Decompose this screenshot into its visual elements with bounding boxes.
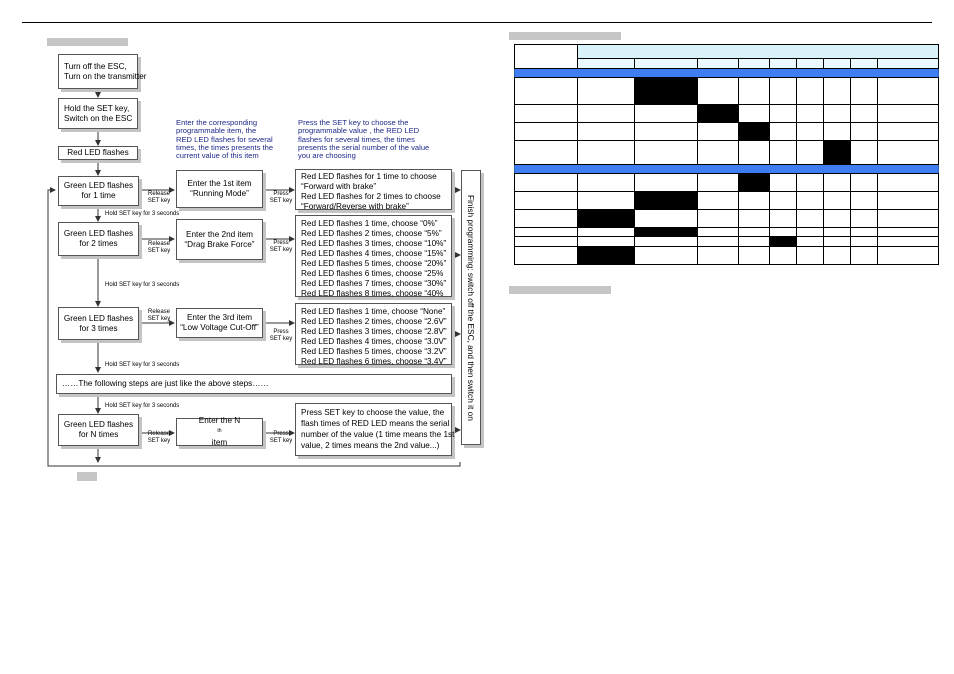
table-cell xyxy=(851,210,878,228)
table-cell xyxy=(851,174,878,192)
table-cell xyxy=(698,78,739,105)
table-cell xyxy=(515,247,578,265)
table-cell xyxy=(770,174,797,192)
table-cell xyxy=(698,174,739,192)
table-cell xyxy=(770,141,797,165)
table-cell xyxy=(578,105,635,123)
table-cell xyxy=(851,78,878,105)
table-cell xyxy=(878,141,939,165)
table-cell xyxy=(635,174,698,192)
table-cell xyxy=(635,123,698,141)
table-cell xyxy=(739,192,770,210)
table-cell xyxy=(698,123,739,141)
table-row xyxy=(515,123,939,141)
note-choose-value: Press the SET key to choose the programmable value , the RED LED flashes for several times, the times presents the serial number of the value you are choosing xyxy=(298,118,430,161)
table-subheader-cell xyxy=(878,59,939,69)
table-row xyxy=(515,247,939,265)
table-cell-selected xyxy=(578,210,635,228)
table-cell xyxy=(824,105,851,123)
table-cell xyxy=(515,192,578,210)
table-cell xyxy=(698,237,739,247)
list-item: Red LED flashes 6 times, choose “25% xyxy=(301,269,444,278)
table-cell xyxy=(578,141,635,165)
table-subheader-cell xyxy=(698,59,739,69)
table-cell xyxy=(739,105,770,123)
step1-item-box: Enter the 1st item “Running Mode” xyxy=(176,170,263,208)
table-row xyxy=(515,228,939,237)
table-corner-cell xyxy=(515,45,578,69)
step3-item-box: Enter the 3rd item “Low Voltage Cut-Off” xyxy=(176,308,263,338)
table-cell xyxy=(635,141,698,165)
start-box: Turn off the ESC, Turn on the transmitter xyxy=(58,54,138,89)
table-cell xyxy=(578,78,635,105)
red-led-flashes-box: Red LED flashes xyxy=(58,146,138,160)
table-cell xyxy=(515,237,578,247)
step1-press-label: Press SET key xyxy=(269,191,293,204)
table-row xyxy=(515,78,939,105)
table-cell xyxy=(515,210,578,228)
table-row xyxy=(515,237,939,247)
table-cell xyxy=(878,105,939,123)
table-cell xyxy=(878,192,939,210)
table-cell xyxy=(851,247,878,265)
table-cell xyxy=(797,228,824,237)
table-cell-selected xyxy=(824,141,851,165)
table-row xyxy=(515,105,939,123)
table-cell xyxy=(578,174,635,192)
table-cell xyxy=(878,210,939,228)
table-row xyxy=(515,210,939,228)
table-cell xyxy=(739,141,770,165)
table-cell xyxy=(770,105,797,123)
table-cell xyxy=(739,78,770,105)
table-cell xyxy=(515,105,578,123)
list-item: Red LED flashes 5 times, choose “3.2V” xyxy=(301,347,447,356)
following-steps-box: ……The following steps are just like the above steps…… xyxy=(56,374,452,394)
finish-programming-text: Finish programming: switch off the ESC, and then switch it on xyxy=(466,195,476,421)
table-row xyxy=(515,141,939,165)
hold-label-3: Hold SET key for 3 seconds xyxy=(105,362,180,368)
table-cell xyxy=(797,192,824,210)
step2-green-led-box: Green LED flashes for 2 times xyxy=(58,222,139,256)
table-cell xyxy=(797,105,824,123)
table-cell xyxy=(797,210,824,228)
table-section-1 xyxy=(515,69,939,165)
list-item: Red LED flashes for 1 time to choose xyxy=(301,172,437,181)
table-cell xyxy=(851,228,878,237)
table-cell xyxy=(824,123,851,141)
table-cell xyxy=(797,237,824,247)
table-subheader-cell xyxy=(797,59,824,69)
list-item: Red LED flashes for 2 times to choose xyxy=(301,192,441,201)
table-cell xyxy=(698,192,739,210)
table-cell xyxy=(770,78,797,105)
list-item: Red LED flashes 2 times, choose “5%” xyxy=(301,229,442,238)
table-cell xyxy=(515,174,578,192)
table-row xyxy=(515,192,939,210)
table-cell xyxy=(878,237,939,247)
step3-release-label: Release SET key xyxy=(147,309,171,322)
hold-set-key-box: Hold the SET key, Switch on the ESC xyxy=(58,98,138,129)
list-item: Red LED flashes 7 times, choose “30%” xyxy=(301,279,447,288)
list-item: Press SET key to choose the value, the xyxy=(301,408,445,417)
table-subheader-cell xyxy=(770,59,797,69)
table-cell-selected xyxy=(635,78,698,105)
table-cell xyxy=(698,228,739,237)
list-item: Red LED flashes 4 times, choose “15%” xyxy=(301,249,447,258)
table-cell xyxy=(635,210,698,228)
table-cell xyxy=(878,247,939,265)
table-cell xyxy=(515,141,578,165)
table-cell xyxy=(739,210,770,228)
step3-press-label: Press SET key xyxy=(269,329,293,342)
table-section-2 xyxy=(515,165,939,265)
table-cell xyxy=(739,237,770,247)
table-cell xyxy=(515,228,578,237)
table-cell xyxy=(770,210,797,228)
list-item: number of the value (1 time means the 1st xyxy=(301,430,455,439)
table-cell-selected xyxy=(635,228,698,237)
list-item: Red LED flashes 1 time, choose “None” xyxy=(301,307,446,316)
table-cell xyxy=(635,247,698,265)
stepN-green-led-box: Green LED flashes for N times xyxy=(58,414,139,446)
table-cell xyxy=(739,228,770,237)
table-cell xyxy=(578,237,635,247)
table-cell xyxy=(851,237,878,247)
list-item: Red LED flashes 3 times, choose “10%” xyxy=(301,239,447,248)
table-cell xyxy=(824,237,851,247)
table-cell xyxy=(878,78,939,105)
table-cell-selected xyxy=(698,105,739,123)
table-cell xyxy=(515,78,578,105)
table-cell xyxy=(635,237,698,247)
table-cell xyxy=(851,123,878,141)
table-cell xyxy=(851,105,878,123)
list-item: flash times of RED LED means the serial xyxy=(301,419,450,428)
table-cell xyxy=(578,123,635,141)
table-cell xyxy=(878,174,939,192)
table-cell xyxy=(698,210,739,228)
table-cell xyxy=(578,192,635,210)
table-cell-selected xyxy=(770,237,797,247)
step2-press-label: Press SET key xyxy=(269,240,293,253)
step2-values-box xyxy=(295,215,452,297)
list-item: Red LED flashes 5 times, choose “20%” xyxy=(301,259,447,268)
table-cell xyxy=(878,228,939,237)
step2-release-label: Release SET key xyxy=(147,241,171,254)
table-subheader-cell xyxy=(851,59,878,69)
table-cell-selected xyxy=(739,174,770,192)
table-cell xyxy=(515,123,578,141)
table-subheader-cell xyxy=(635,59,698,69)
list-item: Red LED flashes 3 times, choose “2.8V” xyxy=(301,327,447,336)
table-cell xyxy=(698,141,739,165)
table-section-band xyxy=(515,69,939,78)
table-cell xyxy=(635,105,698,123)
table-cell xyxy=(824,210,851,228)
table-subheader-cell xyxy=(739,59,770,69)
table-cell xyxy=(824,192,851,210)
list-item: value, 2 times means the 2nd value...) xyxy=(301,441,440,450)
table-cell xyxy=(797,174,824,192)
table-cell xyxy=(851,141,878,165)
table-cell xyxy=(797,78,824,105)
table-cell xyxy=(797,123,824,141)
table-cell xyxy=(824,78,851,105)
list-item: Red LED flashes 6 times, choose “3.4V” xyxy=(301,357,447,366)
table-row xyxy=(515,174,939,192)
table-cell xyxy=(878,123,939,141)
table-subheader-cell xyxy=(824,59,851,69)
table-cell xyxy=(770,228,797,237)
table-cell xyxy=(770,192,797,210)
hold-label-4: Hold SET key for 3 seconds xyxy=(105,403,180,409)
table-cell xyxy=(698,247,739,265)
step1-values-box xyxy=(295,169,452,210)
list-item: Red LED flashes 4 times, choose “3.0V” xyxy=(301,337,447,346)
list-item: Red LED flashes 2 times, choose “2.6V” xyxy=(301,317,447,326)
table-cell xyxy=(851,192,878,210)
list-item: Red LED flashes 1 time, choose “0%” xyxy=(301,219,438,228)
table-section-band xyxy=(515,165,939,174)
step3-values-box xyxy=(295,303,452,365)
stepN-release-label: Release SET key xyxy=(147,431,171,444)
table-cell xyxy=(578,228,635,237)
table-cell xyxy=(797,141,824,165)
list-item: “Forward with brake” xyxy=(301,182,377,191)
table-cell-selected xyxy=(578,247,635,265)
stepN-item-box: Enter the N $^{th}$ item xyxy=(176,418,263,446)
step1-green-led-box: Green LED flashes for 1 time xyxy=(58,176,139,206)
hold-label-2: Hold SET key for 3 seconds xyxy=(105,282,180,288)
step1-release-label: Release SET key xyxy=(147,191,171,204)
step2-item-box: Enter the 2nd item “Drag Brake Force” xyxy=(176,219,263,260)
table-cell-selected xyxy=(739,123,770,141)
table-cell xyxy=(770,247,797,265)
list-item: “Forward/Reverse with brake” xyxy=(301,202,409,211)
stepN-press-label: Press SET key xyxy=(269,431,293,444)
stepN-values-box xyxy=(295,403,455,456)
table-subheader-cell xyxy=(578,59,635,69)
options-table xyxy=(514,44,939,265)
table-cell xyxy=(739,247,770,265)
table-cell xyxy=(824,174,851,192)
list-item: Red LED flashes 8 times, choose “40% xyxy=(301,289,444,298)
note-enter-item: Enter the corresponding programmable item, the RED LED flashes for several times, the times presents the current value of this item xyxy=(176,118,274,161)
hold-label-1: Hold SET key for 3 seconds xyxy=(105,211,180,217)
table-cell xyxy=(797,247,824,265)
table-cell-selected xyxy=(635,192,698,210)
table-cell xyxy=(770,123,797,141)
table-cell xyxy=(824,228,851,237)
table-header-cell xyxy=(578,45,939,59)
table-cell xyxy=(824,247,851,265)
step3-green-led-box: Green LED flashes for 3 times xyxy=(58,307,139,340)
